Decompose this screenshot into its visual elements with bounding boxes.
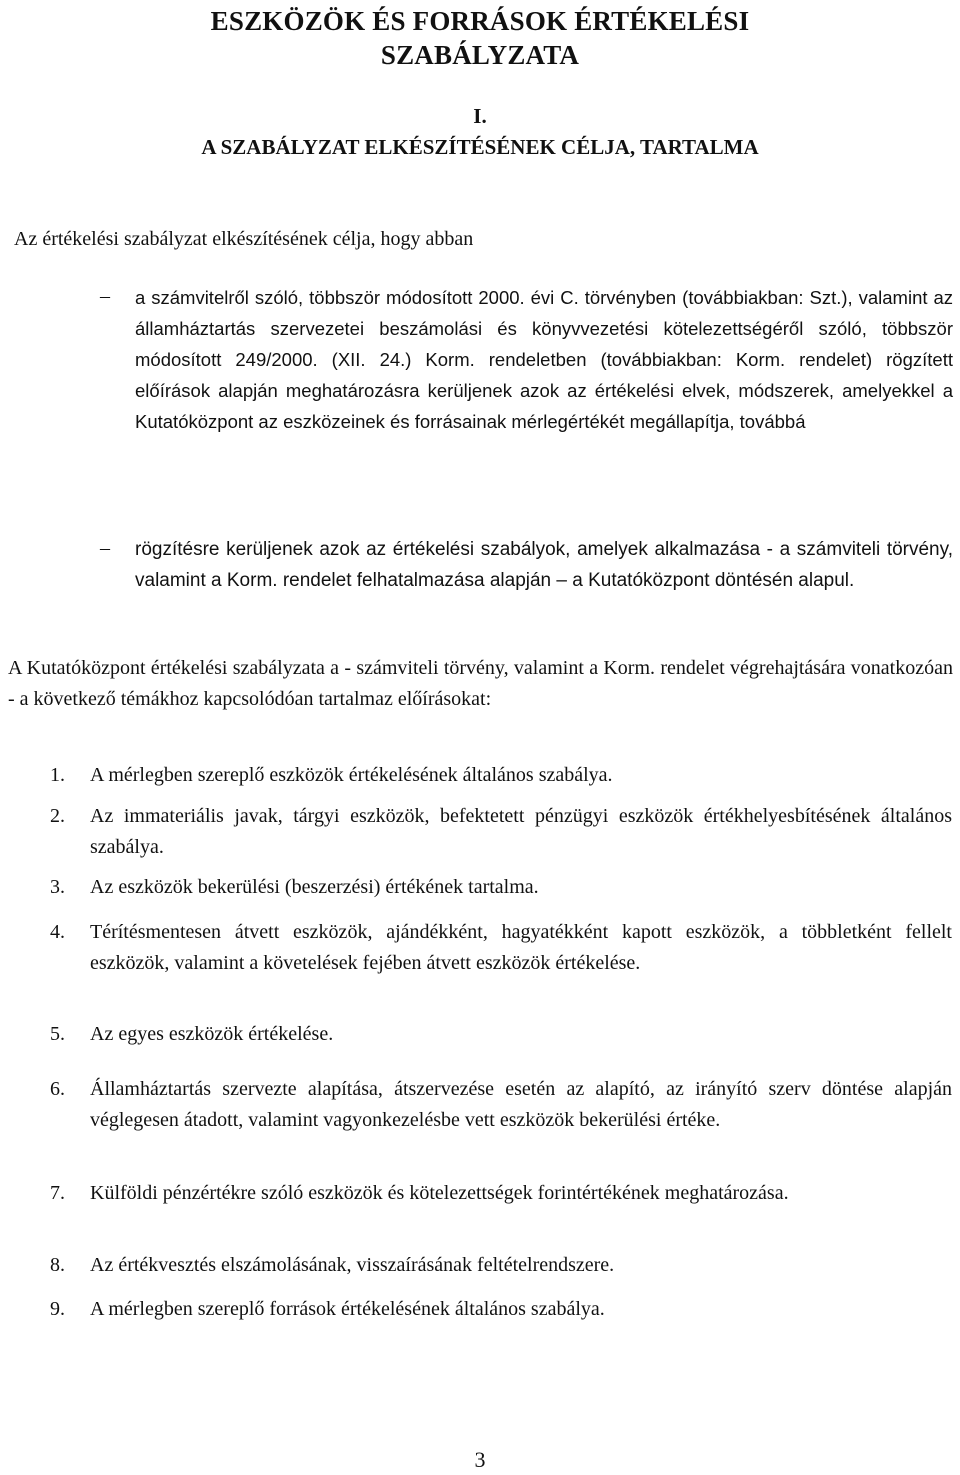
list-item-text: Az immateriális javak, tárgyi eszközök, befektetett pénzügyi eszközök értékhelyesbítésének általános szabálya. xyxy=(90,805,952,858)
dash-bullet-marker: – xyxy=(100,537,110,559)
body-paragraph: A Kutatóközpont értékelési szabályzata a - számviteli törvény, valamint a Korm. rendelet végrehajtására vonatkozóan - a következő témákhoz kapcsolódóan tartalmaz előírásokat: xyxy=(8,657,953,710)
section-number: I. xyxy=(473,104,487,128)
list-item-number: 1. xyxy=(50,764,65,786)
list-item-number: 5. xyxy=(50,1023,65,1045)
document-title-line-2: SZABÁLYZATA xyxy=(380,40,580,70)
bullet-paragraph-1: a számvitelről szóló, többször módosított 2000. évi C. törvényben (továbbiakban: Szt.), valamint az államháztartás szervezetei beszámolási és könyvvezetési kötelezettségéről szóló, többször módosított 249/2000. (XII. 24.) Korm. rendeletben (továbbiakban: Korm. rendelet) rögzített előírások alapján meghatározásra kerüljenek azok az értékelési elvek, módszerek, amelyekkel a Kutatóközpont az eszközeinek és forrásainak mérlegértékét megállapítja, továbbá xyxy=(135,287,953,432)
list-item-text: Államháztartás szervezte alapítása, átszervezése esetén az alapító, az irányító szerv döntése alapján véglegesen átadott, valamint vagyonkezelésbe vett eszközök bekerülési értéke. xyxy=(90,1078,952,1131)
bullet-paragraph-2: rögzítésre kerüljenek azok az értékelési szabályok, amelyek alkalmazása - a számviteli törvény, valamint a Korm. rendelet felhatalmazása alapján – a Kutatóközpont döntésén alapul. xyxy=(135,539,953,591)
list-item-number: 9. xyxy=(50,1298,65,1320)
list-item-number: 4. xyxy=(50,921,65,943)
list-item-number: 2. xyxy=(50,805,65,827)
section-title: A SZABÁLYZAT ELKÉSZÍTÉSÉNEK CÉLJA, TARTALMA xyxy=(201,135,759,159)
list-item-text: Az eszközök bekerülési (beszerzési) értékének tartalma. xyxy=(90,876,539,898)
list-item-number: 3. xyxy=(50,876,65,898)
list-item-text: Az értékvesztés elszámolásának, visszaírásának feltételrendszere. xyxy=(90,1254,615,1276)
list-item-text: A mérlegben szereplő források értékelésének általános szabálya. xyxy=(90,1298,605,1320)
document-title-line-1: ESZKÖZÖK ÉS FORRÁSOK ÉRTÉKELÉSI xyxy=(210,6,750,36)
list-item-text: A mérlegben szereplő eszközök értékelésének általános szabálya. xyxy=(90,764,613,786)
list-item-number: 6. xyxy=(50,1078,65,1100)
list-item-text: Az egyes eszközök értékelése. xyxy=(90,1023,334,1045)
list-item-number: 7. xyxy=(50,1182,65,1204)
list-item-text: Külföldi pénzértékre szóló eszközök és kötelezettségek forintértékének meghatározása. xyxy=(90,1182,789,1204)
list-item-text: Térítésmentesen átvett eszközök, ajándékként, hagyatékként kapott eszközök, a többletként fellelt eszközök, valamint a követelések fejében átvett eszközök értékelése. xyxy=(90,921,952,974)
page-number: 3 xyxy=(474,1447,486,1472)
dash-bullet-marker: – xyxy=(100,285,110,307)
intro-paragraph: Az értékelési szabályzat elkészítésének célja, hogy abban xyxy=(14,228,474,250)
list-item-number: 8. xyxy=(50,1254,65,1276)
